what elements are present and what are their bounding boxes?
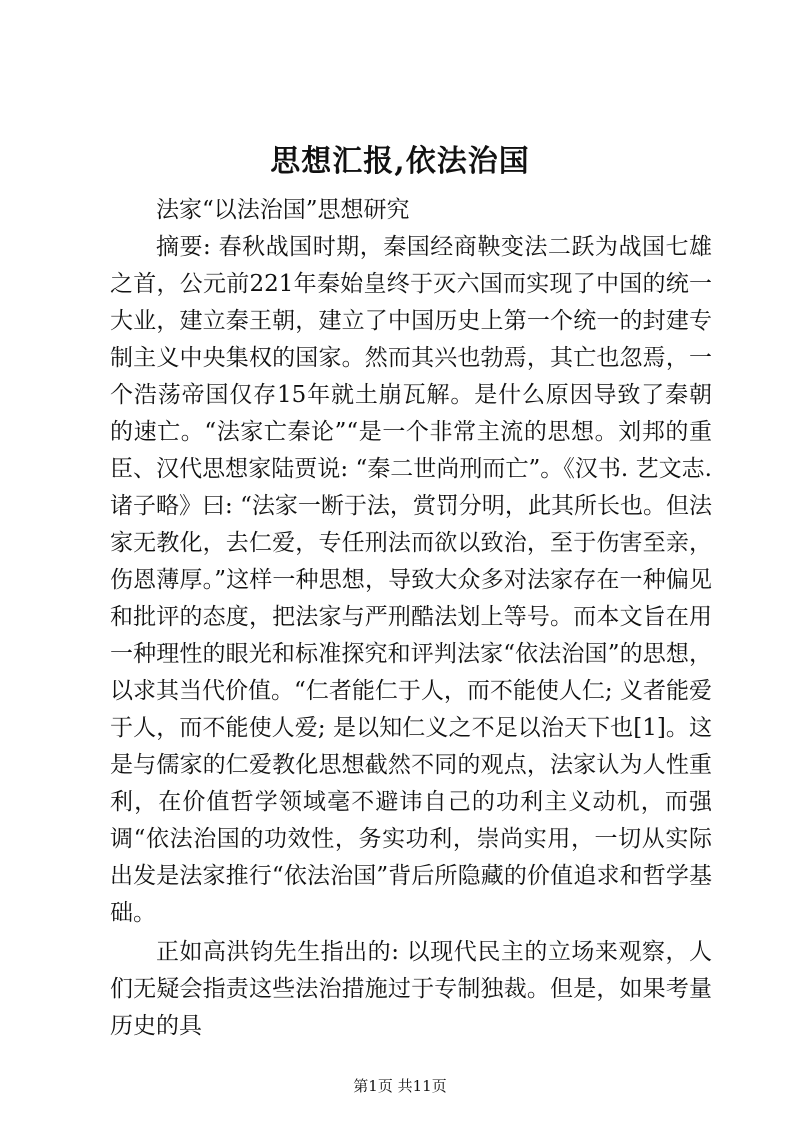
paragraph-abstract: 摘要: 春秋战国时期，秦国经商鞅变法二跃为战国七雄之首，公元前221年秦始皇终于灭六国而实现了中国的统一大业，建立秦王朝，建立了中国历史上第一个统一的封建专制主义中央集权的国家。然而其兴也勃焉，其亡也忽焉，一个浩荡帝国仅存15年就土崩瓦解。是什么原因导致了秦朝的速亡。“法家亡秦论”“是一个非常主流的思想。刘邦的重臣、汉代思想家陆贾说: “秦二世尚刑而亡”。《汉书. 艺文志. 诸子略》曰: “法家一断于法，赏罚分明，此其所长也。但法家无教化，去仁爱，专任刑法而欲以致治，至于伤害至亲，伤恩薄厚。”这样一种思想，导致大众多对法家存在一种偏见和批评的态度，把法家与严刑酷法划上等号。而本文旨在用一种理性的眼光和标准探究和评判法家“依法治国”的思想，以求其当代价值。“仁者能仁于人，而不能使人仁; 义者能爱于人，而不能使人爱; 是以知仁义之不足以治天下也[1]。这是与儒家的仁爱教化思想截然不同的观点，法家认为人性重利，在价值哲学领域毫不避讳自己的功利主义动机，而强调“依法治国的功效性，务实功利，崇尚实用，一切从实际出发是法家推行“依法治国”背后所隐藏的价值追求和哲学基础。 [110, 234, 712, 926]
page-footer: 第1页 共11页 [353, 1077, 447, 1095]
document-title: 思想汇报,依法治国 [270, 144, 530, 179]
document-body [110, 192, 712, 1045]
paragraph-subtitle: 法家“以法治国”思想研究 [156, 197, 410, 223]
paragraph-body: 正如高洪钧先生指出的: 以现代民主的立场来观察，人们无疑会指责这些法治措施过于专制独裁。但是，如果考量历史的具 [110, 939, 712, 1039]
